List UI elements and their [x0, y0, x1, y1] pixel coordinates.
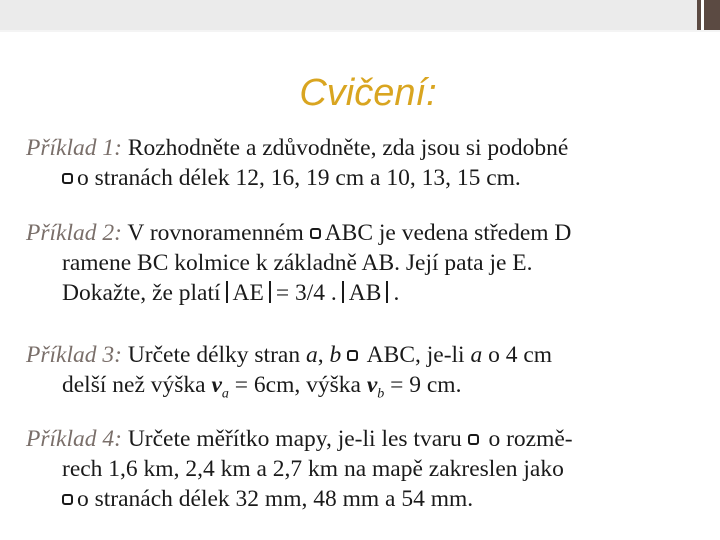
- exercise-3-line2a: delší než výška: [62, 372, 212, 398]
- top-divider: [0, 30, 720, 32]
- exercise-3-line1b: ABC, je-li: [362, 342, 471, 368]
- exercise-4-line1b: o rozmě-: [482, 426, 573, 452]
- exercise-4: [26, 424, 706, 514]
- exercise-3-line1c: o 4 cm: [482, 342, 553, 368]
- top-bar-light: [0, 0, 697, 30]
- abs-bar-icon: [386, 281, 388, 303]
- exercise-1-label: Příklad 1:: [26, 135, 122, 161]
- exercise-3-label: Příklad 3:: [26, 342, 122, 368]
- subscript-b: b: [377, 386, 385, 402]
- exercise-2-line3c: = 3/4 .: [275, 280, 337, 306]
- var-v: v: [211, 372, 222, 398]
- segment-ae: AE: [232, 280, 264, 306]
- exercise-1: [26, 133, 706, 193]
- var-a: a: [305, 342, 318, 368]
- triangle-symbol-icon: [62, 173, 73, 184]
- triangle-symbol-icon: [468, 434, 479, 445]
- exercise-2-line3: [26, 278, 706, 308]
- exercise-3-line2b: = 6cm, výška: [228, 372, 367, 398]
- exercise-2-line3a: Dokažte, že platí: [62, 280, 221, 306]
- exercise-2: [26, 218, 706, 308]
- exercise-1-line1: Rozhodněte a zdůvodněte, zda jsou si podobné: [121, 135, 569, 161]
- exercise-2-label: Příklad 2:: [26, 220, 122, 246]
- exercise-2-line3e: .: [393, 280, 400, 306]
- exercise-3: [26, 340, 706, 410]
- exercise-4-label: Příklad 4:: [26, 426, 122, 452]
- exercise-4-line3-wrap: [26, 484, 706, 514]
- exercise-3-line1a: Určete délky stran: [121, 342, 306, 368]
- exercise-2-line2: ramene BC kolmice k základně AB. Její pata je E.: [62, 250, 533, 276]
- segment-ab: AB: [348, 280, 382, 306]
- exercise-4-line3: o stranách délek 32 mm, 48 mm a 54 mm.: [77, 486, 474, 512]
- exercise-4-line2: rech 1,6 km, 2,4 km a 2,7 km na mapě zakreslen jako: [62, 456, 564, 482]
- exercise-1-line2-wrap: [26, 163, 706, 193]
- triangle-symbol-icon: [62, 494, 73, 505]
- exercise-1-line2: o stranách délek 12, 16, 19 cm a 10, 13, 15 cm.: [77, 165, 521, 191]
- var-b: b: [329, 342, 342, 368]
- exercise-3-line2: [26, 370, 706, 410]
- abs-bar-icon: [342, 281, 344, 303]
- triangle-symbol-icon: [310, 228, 321, 239]
- separator: ,: [317, 342, 330, 368]
- var-v: v: [366, 372, 378, 398]
- top-bar-accent-end: [704, 0, 720, 30]
- top-bar: [0, 0, 720, 30]
- var-a: a: [470, 342, 483, 368]
- triangle-symbol-icon: [347, 350, 358, 361]
- exercise-3-line2c: = 9 cm.: [384, 372, 462, 398]
- subscript-a: a: [221, 386, 229, 402]
- exercise-2-line1a: V rovnoramenném: [121, 220, 310, 246]
- exercise-2-line1b: ABC je vedena středem D: [324, 220, 572, 246]
- abs-bar-icon: [226, 281, 228, 303]
- page-title: Cvičení:: [299, 72, 437, 114]
- exercise-4-line1a: Určete měřítko mapy, je-li les tvaru: [121, 426, 468, 452]
- abs-bar-icon: [269, 281, 271, 303]
